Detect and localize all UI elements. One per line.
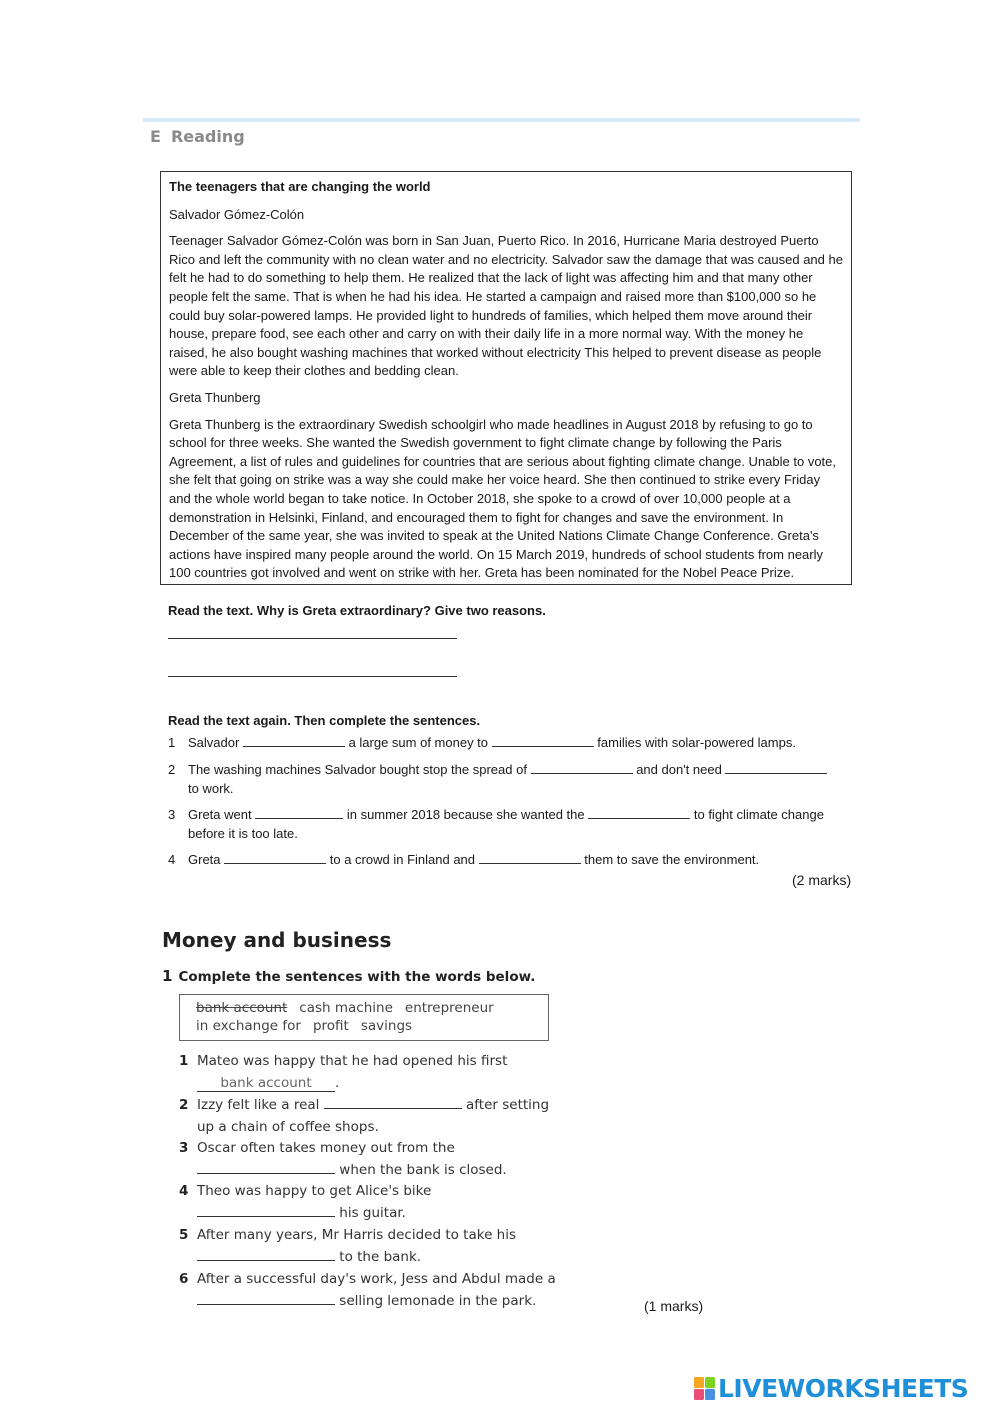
exercise-item-6 [179, 1269, 559, 1313]
item-text: his guitar. [339, 1204, 406, 1221]
blank-field[interactable] [224, 850, 326, 864]
word-bank-item: bank account [196, 1000, 288, 1016]
sentence-text: to work. [188, 781, 234, 796]
question-1-prompt: Read the text. Why is Greta extraordinary? Give two reasons. [168, 603, 546, 618]
sentence-number: 3 [168, 807, 176, 822]
item-text: after setting [466, 1097, 550, 1113]
sentence-number: 4 [168, 852, 176, 867]
item-text: selling lemonade in the park. [339, 1292, 537, 1309]
item-text: Theo was happy to get Alice's bike [197, 1183, 432, 1199]
section-divider [143, 118, 860, 122]
blank-field[interactable] [725, 760, 827, 774]
sentence-text: families with solar-powered lamps. [597, 735, 796, 750]
answer-line-1[interactable] [168, 638, 457, 639]
money-business-title: Money and business [162, 928, 392, 952]
item-number: 4 [179, 1183, 189, 1199]
reading-text-box [160, 171, 852, 585]
exercise-item-1 [179, 1051, 559, 1095]
sentence-1 [168, 733, 848, 752]
item-number: 6 [179, 1271, 189, 1287]
section-heading [150, 127, 245, 146]
word-bank-item: cash machine [299, 1000, 393, 1016]
exercise-item-5 [179, 1225, 559, 1269]
person-name-salvador: Salvador Gómez-Colón [169, 206, 305, 222]
blank-field[interactable] [492, 733, 594, 747]
sentence-text: to a crowd in Finland and [329, 852, 476, 867]
answer-field[interactable] [197, 1160, 335, 1174]
item-number: 5 [179, 1227, 189, 1243]
answer-field[interactable] [197, 1247, 335, 1261]
item-text: Izzy felt like a real [197, 1097, 320, 1113]
sentence-number: 1 [168, 735, 176, 750]
word-bank [179, 994, 549, 1041]
sentence-text: Greta [188, 852, 221, 867]
blank-field[interactable] [588, 805, 690, 819]
sentence-2 [168, 760, 848, 798]
exercise-instruction: Complete the sentences with the words below. [178, 969, 536, 985]
answer-field[interactable] [324, 1095, 462, 1109]
sentence-text: them to save the environment. [584, 852, 760, 867]
exercise-1-prompt [162, 967, 535, 985]
exercise-item-3 [179, 1138, 559, 1182]
item-number: 2 [179, 1097, 189, 1113]
paragraph-greta: Greta Thunberg is the extraordinary Swedish schoolgirl who made headlines in August 2018 by refusing to go to school for three weeks. She wanted the Swedish government to fight climate change by following the Paris Agreement, a list of rules and guidelines for countries that are serious about fighting climate change. Unable to vote, she felt that going on strike was a way she could make her voice heard. She then continued to strike every Friday and the whole world began to take notice. In October 2018, she spoke to a crowd of over 10,000 people at a demonstration in Helsinki, Finland, and encouraged them to fight for changes and save the environment. In December of the same year, she was invited to speak at the United Nations Climate Change Conference. Greta's actions have inspired many people around the world. On 15 March 2019, hundreds of school students from nearly 100 countries got involved and went on strike with her. Greta has been nominated for the Nobel Peace Prize. [169, 416, 836, 581]
blank-field[interactable] [479, 850, 581, 864]
sentence-3 [168, 805, 848, 843]
blank-field[interactable] [255, 805, 343, 819]
item-text: up a chain of coffee shops. [197, 1118, 379, 1135]
question-2-prompt: Read the text again. Then complete the sentences. [168, 713, 481, 728]
reading-title: The teenagers that are changing the world [169, 179, 431, 194]
answer-line-2[interactable] [168, 676, 457, 677]
item-text: when the bank is closed. [339, 1161, 507, 1178]
paragraph-salvador: Teenager Salvador Gómez-Colón was born in San Juan, Puerto Rico. In 2016, Hurricane Maria destroyed Puerto Rico and left the community with no clean water and no electricity. Salvador saw the damage that was caused and he felt he had to do something to help them. He realized that the lack of light was affecting him and that many other people felt the same. That is when he had his idea. He started a campaign and raised more than $100,000 so he could buy solar-powered lamps. He provided light to hundreds of families, which helped them move around their house, prepare food, see each other and carry on with their daily life in a more normal way. With the money he raised, he also bought washing machines that worked without electricity This helped to prevent disease as people were able to keep their clothes and bedding clean. [169, 233, 843, 379]
sentence-text: in summer 2018 because she wanted the [346, 807, 585, 822]
blank-field[interactable] [531, 760, 633, 774]
section-letter: E [150, 127, 161, 146]
person-name-greta: Greta Thunberg [169, 389, 261, 405]
word-bank-item: savings [360, 1018, 413, 1034]
item-text: After a successful day's work, Jess and Abdul made a [197, 1271, 556, 1287]
item-text: Mateo was happy that he had opened his first [197, 1053, 508, 1069]
item-text: After many years, Mr Harris decided to take his [197, 1227, 517, 1243]
item-text: to the bank. [339, 1248, 422, 1265]
logo-text: LIVEWORKSHEETS [718, 1374, 969, 1403]
item-number: 3 [179, 1140, 189, 1156]
word-bank-item: profit [312, 1018, 349, 1034]
sentence-text: and don't need [636, 762, 722, 777]
item-text: Oscar often takes money out from the [197, 1140, 455, 1156]
sentence-4 [168, 850, 848, 869]
exercise-number: 1 [162, 967, 173, 985]
marks-money: (1 marks) [644, 1298, 704, 1314]
item-text: . [335, 1074, 340, 1091]
sentence-text: Salvador [188, 735, 240, 750]
sentence-text: The washing machines Salvador bought stop the spread of [188, 762, 527, 777]
marks-reading: (2 marks) [792, 872, 852, 888]
answer-field-filled[interactable]: bank account [197, 1075, 335, 1092]
section-title: Reading [170, 127, 245, 146]
word-bank-item: entrepreneur [404, 1000, 494, 1016]
answer-field[interactable] [197, 1291, 335, 1305]
sentence-text: before it is too late. [188, 826, 298, 841]
blank-field[interactable] [243, 733, 345, 747]
item-number: 1 [179, 1053, 189, 1069]
sentence-text: to fight climate change [693, 807, 824, 822]
sentence-number: 2 [168, 762, 176, 777]
sentence-text: Greta went [188, 807, 252, 822]
sentence-text: a large sum of money to [348, 735, 489, 750]
exercise-item-2 [179, 1095, 559, 1139]
answer-field[interactable] [197, 1203, 335, 1217]
word-bank-item: in exchange for [196, 1018, 301, 1034]
exercise-item-4 [179, 1181, 559, 1225]
logo-grid-icon [694, 1375, 716, 1403]
